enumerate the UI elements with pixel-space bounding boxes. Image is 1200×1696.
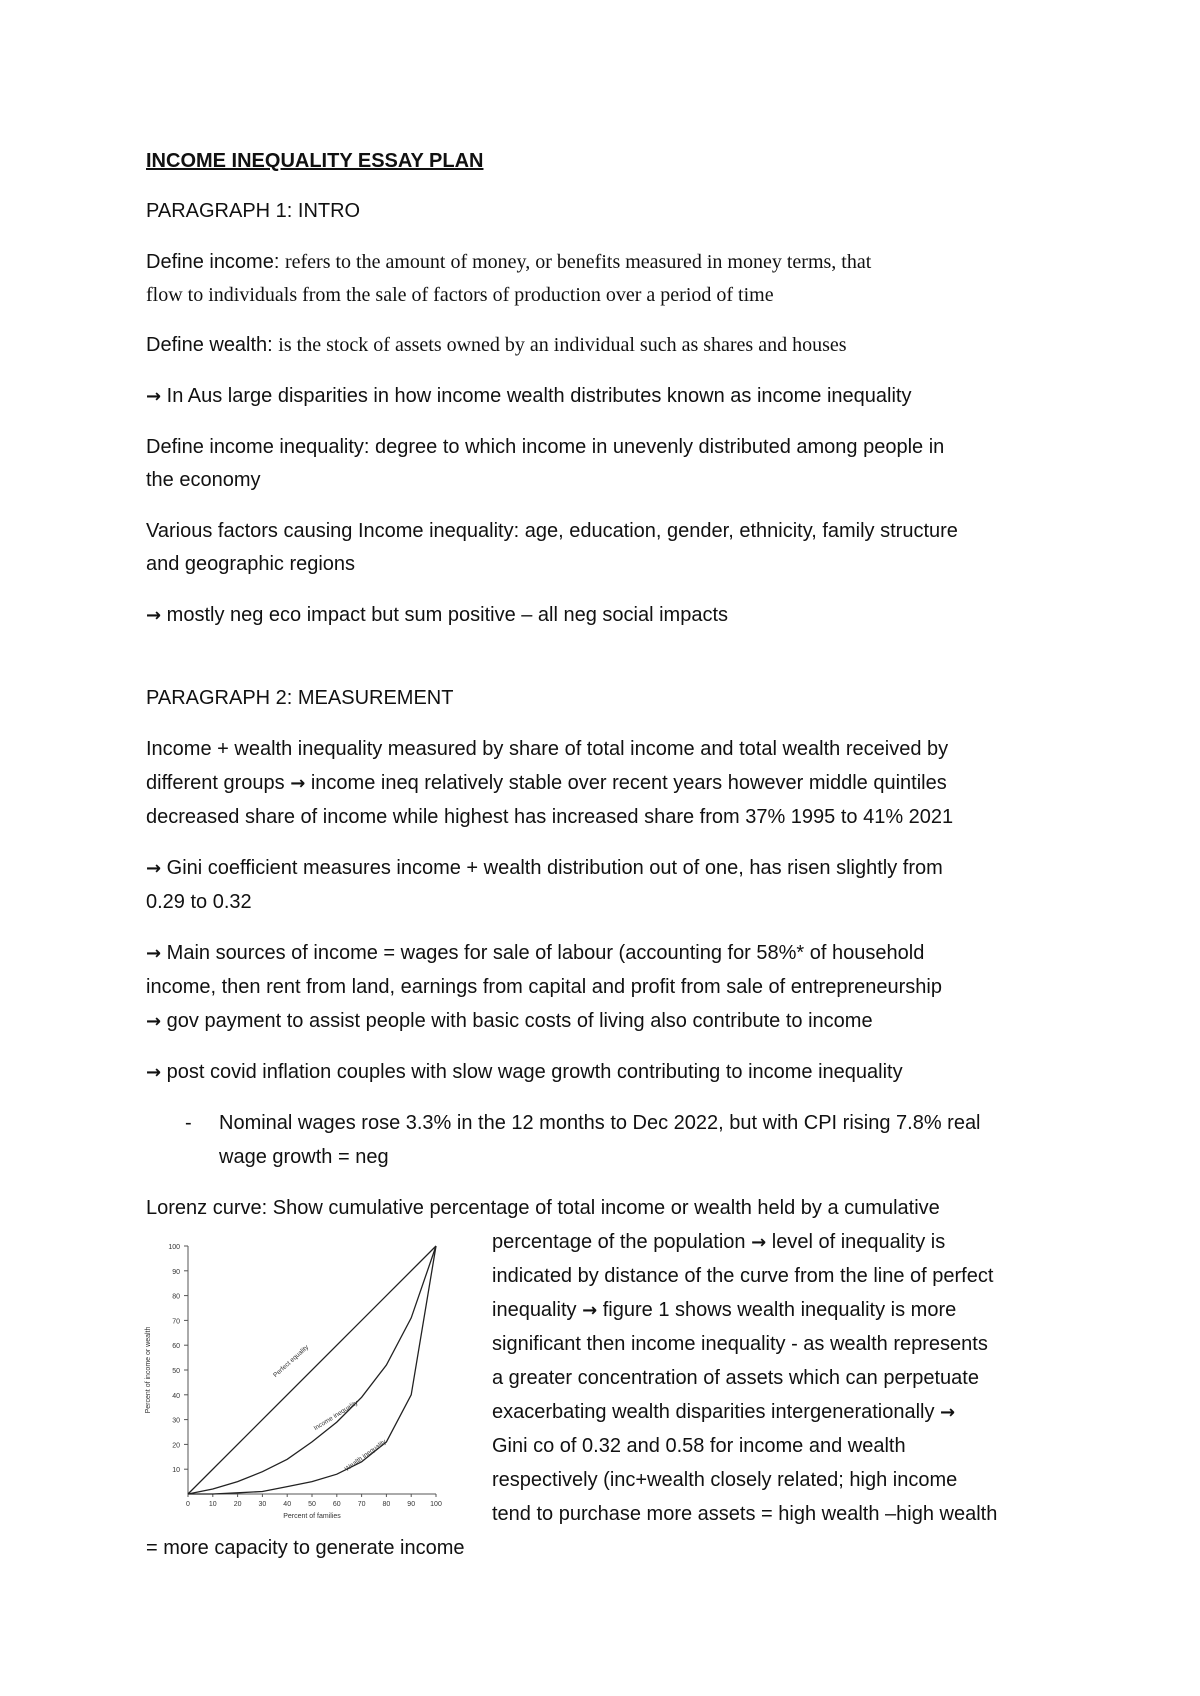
impact-text: mostly neg eco impact but sum positive – all neg social impacts xyxy=(166,604,729,626)
sources-line-2: income, then rent from land, earnings from capital and profit from sale of entrepreneurship xyxy=(146,976,942,998)
arrow-icon: → xyxy=(146,943,162,964)
income-definition-line-1 xyxy=(146,250,871,274)
lorenz-text-2b: level of inequality is xyxy=(771,1231,946,1253)
wealth-definition-line xyxy=(146,333,847,357)
measurement-text-2b: income ineq relatively stable over recent years however middle quintiles xyxy=(310,772,947,794)
covid-text: post covid inflation couples with slow wage growth contributing to income inequality xyxy=(166,1061,903,1083)
income-definition-text: refers to the amount of money, or benefits measured in money terms, that xyxy=(284,251,872,273)
lorenz-text-4b: figure 1 shows wealth inequality is more xyxy=(602,1299,957,1321)
lorenz-line-7 xyxy=(492,1400,955,1425)
paragraph-2-heading: PARAGRAPH 2: MEASUREMENT xyxy=(146,687,454,709)
inequality-definition-line-1: Define income inequality: degree to which income in unevenly distributed among people in xyxy=(146,436,945,458)
arrow-icon: → xyxy=(751,1232,767,1253)
series-label: Wealth inequality xyxy=(343,1438,388,1473)
measurement-line-2 xyxy=(146,771,947,796)
x-tick-label: 60 xyxy=(332,1501,341,1508)
lorenz-line-9: respectively (inc+wealth closely related; high income xyxy=(492,1469,958,1491)
gini-text-1: Gini coefficient measures income + wealth distribution out of one, has risen slightly from xyxy=(166,857,943,879)
factors-line-1: Various factors causing Income inequality: age, education, gender, ethnicity, family structure xyxy=(146,520,958,542)
y-tick-label: 90 xyxy=(172,1268,180,1276)
lorenz-line-4 xyxy=(492,1298,956,1323)
nominal-wages-line-2: wage growth = neg xyxy=(219,1146,389,1168)
x-tick-label: 20 xyxy=(233,1501,242,1508)
aus-disparity-line xyxy=(146,384,912,409)
x-tick-label: 100 xyxy=(430,1501,442,1508)
covid-line xyxy=(146,1060,903,1085)
measurement-text-2a: different groups xyxy=(146,772,285,794)
inequality-definition-line-2: the economy xyxy=(146,469,261,491)
gini-line-2: 0.29 to 0.32 xyxy=(146,891,252,913)
arrow-icon: → xyxy=(146,1062,162,1083)
y-tick-label: 100 xyxy=(168,1244,180,1251)
x-axis-label: Percent of families xyxy=(283,1513,341,1520)
y-tick-label: 60 xyxy=(172,1343,180,1351)
arrow-icon: → xyxy=(940,1402,956,1423)
income-definition-line-2: flow to individuals from the sale of factors of production over a period of time xyxy=(146,284,774,306)
x-tick-label: 70 xyxy=(357,1501,366,1508)
lorenz-line-11: = more capacity to generate income xyxy=(146,1537,465,1559)
arrow-icon: → xyxy=(290,773,306,794)
arrow-icon: → xyxy=(146,386,162,407)
lorenz-line-10: tend to purchase more assets = high wealth –high wealth xyxy=(492,1503,998,1525)
nominal-wages-line-1: Nominal wages rose 3.3% in the 12 months to Dec 2022, but with CPI rising 7.8% real xyxy=(219,1112,981,1134)
aus-disparity-text: In Aus large disparities in how income wealth distributes known as income inequality xyxy=(166,385,912,407)
wealth-label: Define wealth: xyxy=(146,334,279,356)
y-axis-label: Percent of income or wealth xyxy=(145,1326,152,1414)
y-tick-label: 30 xyxy=(172,1417,180,1425)
x-tick-label: 80 xyxy=(382,1501,391,1508)
lorenz-curve-chart xyxy=(140,1232,450,1522)
lorenz-line-1: Lorenz curve: Show cumulative percentage of total income or wealth held by a cumulative xyxy=(146,1197,940,1219)
lorenz-line-6: a greater concentration of assets which can perpetuate xyxy=(492,1367,979,1389)
arrow-icon: → xyxy=(582,1300,598,1321)
series-line-0 xyxy=(188,1246,436,1494)
measurement-line-3: decreased share of income while highest has increased share from 37% 1995 to 41% 2021 xyxy=(146,806,954,828)
measurement-line-1: Income + wealth inequality measured by share of total income and total wealth received by xyxy=(146,738,949,760)
y-tick-label: 10 xyxy=(172,1467,180,1475)
lorenz-line-2 xyxy=(492,1230,945,1255)
sources-text-3: gov payment to assist people with basic costs of living also contribute to income xyxy=(166,1010,873,1032)
gini-line-1 xyxy=(146,856,943,881)
series-label: Perfect equality xyxy=(272,1343,311,1380)
lorenz-line-5: significant then income inequality - as wealth represents xyxy=(492,1333,988,1355)
x-tick-label: 10 xyxy=(208,1501,217,1508)
x-tick-label: 0 xyxy=(186,1501,190,1508)
sources-line-1 xyxy=(146,941,924,966)
x-tick-label: 90 xyxy=(407,1501,416,1508)
impact-line xyxy=(146,603,728,628)
arrow-icon: → xyxy=(146,605,162,626)
sources-text-1: Main sources of income = wages for sale of labour (accounting for 58%* of household xyxy=(166,942,925,964)
lorenz-line-8: Gini co of 0.32 and 0.58 for income and wealth xyxy=(492,1435,906,1457)
lorenz-line-3: indicated by distance of the curve from the line of perfect xyxy=(492,1265,994,1287)
income-label: Define income: xyxy=(146,251,285,273)
wealth-definition-text: is the stock of assets owned by an individual such as shares and houses xyxy=(278,334,847,356)
sources-line-3 xyxy=(146,1009,873,1034)
document-title: INCOME INEQUALITY ESSAY PLAN xyxy=(146,150,484,172)
bullet-marker: - xyxy=(185,1112,192,1134)
y-tick-label: 80 xyxy=(172,1293,180,1301)
lorenz-text-7: exacerbating wealth disparities intergenerationally xyxy=(492,1401,935,1423)
y-tick-label: 70 xyxy=(172,1318,180,1326)
paragraph-1-heading: PARAGRAPH 1: INTRO xyxy=(146,200,361,222)
lorenz-text-4a: inequality xyxy=(492,1299,577,1321)
factors-line-2: and geographic regions xyxy=(146,553,356,575)
lorenz-text-2a: percentage of the population xyxy=(492,1231,746,1253)
x-tick-label: 40 xyxy=(283,1501,292,1508)
y-tick-label: 40 xyxy=(172,1392,180,1400)
y-tick-label: 50 xyxy=(172,1368,180,1375)
series-label: Income inequality xyxy=(312,1399,360,1433)
x-tick-label: 50 xyxy=(308,1501,316,1508)
y-tick-label: 20 xyxy=(172,1442,180,1450)
arrow-icon: → xyxy=(146,858,162,879)
x-tick-label: 30 xyxy=(258,1501,267,1508)
arrow-icon: → xyxy=(146,1011,162,1032)
